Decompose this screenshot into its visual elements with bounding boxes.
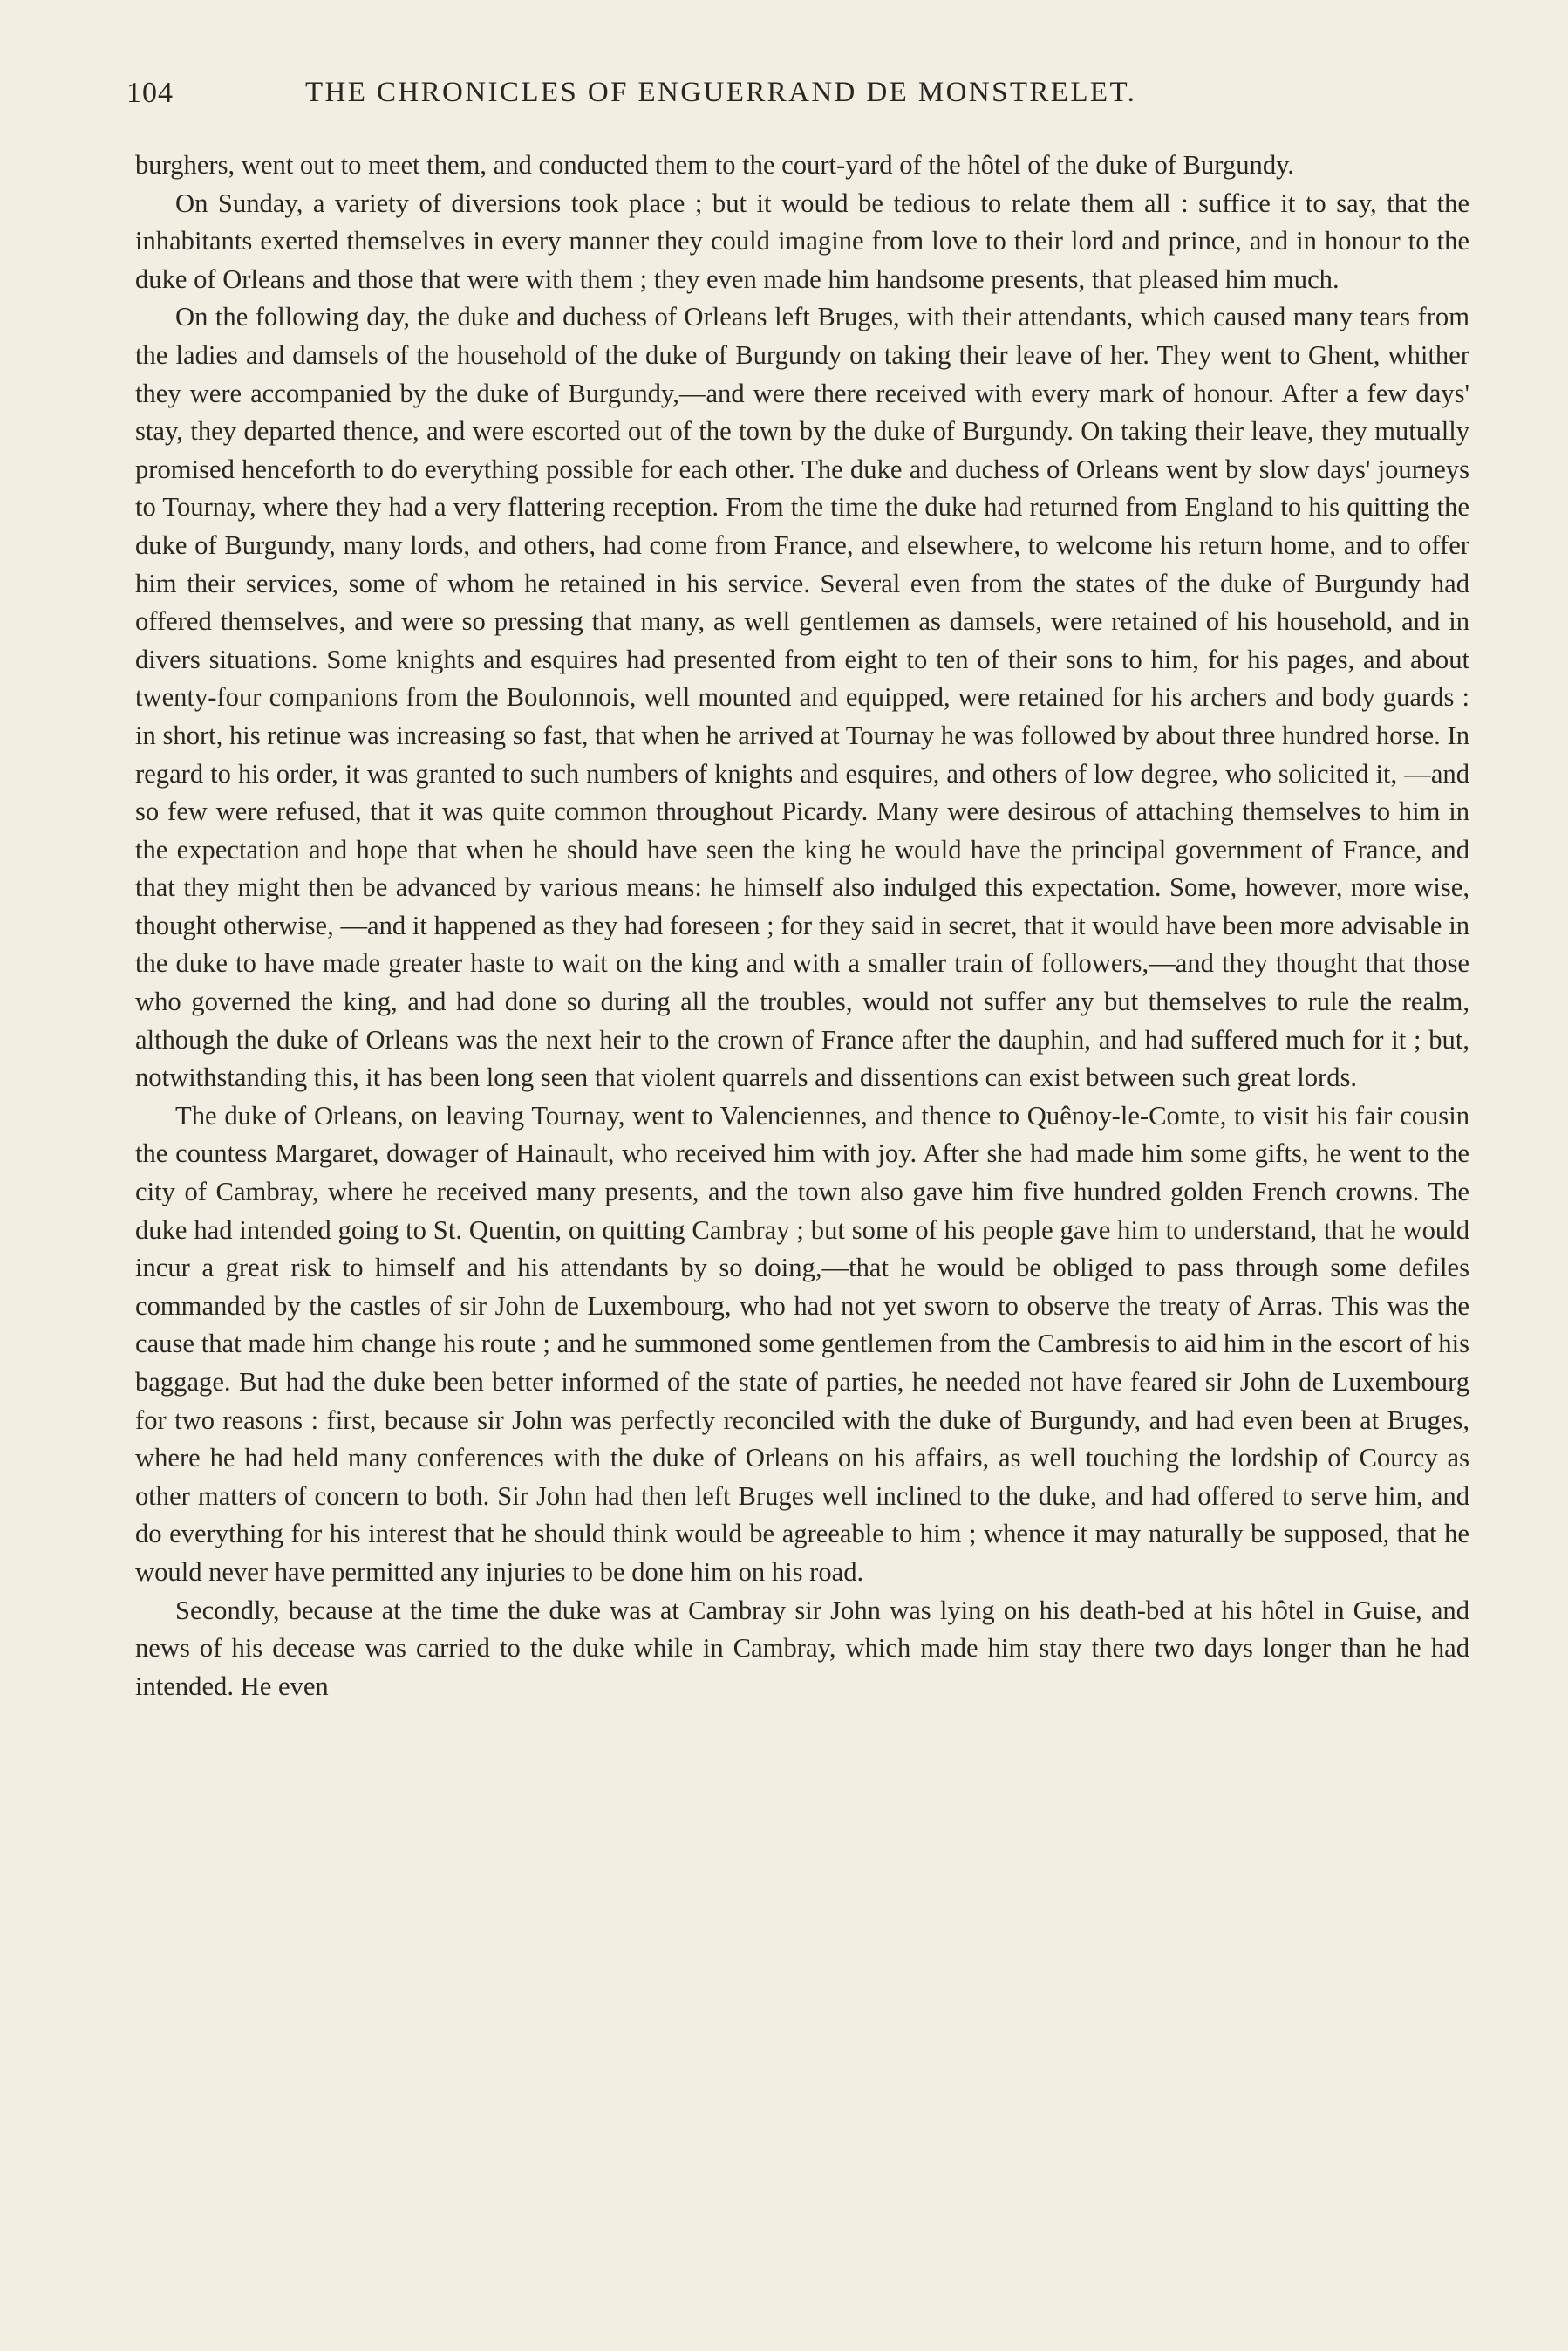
paragraph-continued: burghers, went out to meet them, and conducted them to the court-yard of the hôtel of the duke of Burgundy. bbox=[135, 150, 1295, 180]
running-head bbox=[126, 77, 1469, 120]
running-title: THE CHRONICLES OF ENGUERRAND DE MONSTRELET. bbox=[305, 77, 1137, 108]
paragraph: Secondly, because at the time the duke was at Cambray sir John was lying on his death-bed at his hôtel in Guise, and news of his decease was carried to the duke while in Cambray, which made him stay there two days longer than he had intended. He even bbox=[135, 1595, 1469, 1701]
paragraph: The duke of Orleans, on leaving Tournay, went to Valenciennes, and thence to Quênoy-le-Comte, to visit his fair cousin the countess Margaret, dowager of Hainault, who received him with joy. After she had made him some gifts, he went to the city of Cambray, where he received many presents, and the town also gave him five hundred golden French crowns. The duke had intended going to St. Quentin, on quitting Cambray ; but some of his people gave him to understand, that he would incur a great risk to himself and his attendants by so doing,—that he would be obliged to pass through some defiles commanded by the castles of sir John de Luxembourg, who had not yet sworn to observe the treaty of Arras. This was the cause that made him change his route ; and he summoned some gentlemen from the Cambresis to aid him in the escort of his baggage. But had the duke been better informed of the state of parties, he needed not have feared sir John de Luxembourg for two reasons : first, because sir John was perfectly reconciled with the duke of Burgundy, and had even been at Bruges, where he had held many conferences with the duke of Orleans on his affairs, as well touching the lordship of Courcy as other matters of concern to both. Sir John had then left Bruges well inclined to the duke, and had offered to serve him, and do everything for his interest that he should think would be agreeable to him ; whence it may naturally be supposed, that he would never have permitted any injuries to be done him on his road. bbox=[135, 1100, 1469, 1587]
paragraph: On the following day, the duke and duchess of Orleans left Bruges, with their attendants, which caused many tears from the ladies and damsels of the household of the duke of Burgundy on taking their leave of her. They went to Ghent, whither they were accompanied by the duke of Burgundy,—and were there received with every mark of honour. After a few days' stay, they departed thence, and were escorted out of the town by the duke of Burgundy. On taking their leave, they mutually promised henceforth to do everything possible for each other. The duke and duchess of Orleans went by slow days' journeys to Tournay, where they had a very flattering reception. From the time the duke had returned from England to his quitting the duke of Burgundy, many lords, and others, had come from France, and elsewhere, to welcome his return home, and to offer him their services, some of whom he retained in his service. Several even from the states of the duke of Burgundy had offered themselves, and were so pressing that many, as well gentlemen as damsels, were retained of his household, and in divers situations. Some knights and esquires had presented from eight to ten of their sons to him, for his pages, and about twenty-four companions from the Boulonnois, well mounted and equipped, were retained for his archers and body guards : in short, his retinue was increasing so fast, that when he arrived at Tournay he was followed by about three hundred horse. In regard to his order, it was granted to such numbers of knights and esquires, and others of low degree, who solicited it, —and so few were refused, that it was quite common throughout Picardy. Many were desirous of attaching themselves to him in the expectation and hope that when he should have seen the king he would have the principal government of France, and that they might then be advanced by various means: he himself also indulged this expectation. Some, however, more wise, thought otherwise, —and it happened as they had foreseen ; for they said in secret, that it would have been more advisable in the duke to have made greater haste to wait on the king and with a smaller train of followers,—and they thought that those who governed the king, and had done so during all the troubles, would not suffer any but themselves to rule the realm, although the duke of Orleans was the next heir to the crown of France after the dauphin, and had suffered much for it ; but, notwithstanding this, it has been long seen that violent quarrels and dissentions can exist between such great lords. bbox=[135, 302, 1469, 1093]
page-number: 104 bbox=[126, 77, 174, 109]
paragraph: On Sunday, a variety of diversions took place ; but it would be tedious to relate them all : suffice it to say, that the inhabitants exerted themselves in every manner they could imagine from love to their lord and prince, and in honour to the duke of Orleans and those that were with them ; they even made him handsome presents, that pleased him much. bbox=[135, 188, 1469, 294]
body-text bbox=[135, 147, 1469, 1705]
